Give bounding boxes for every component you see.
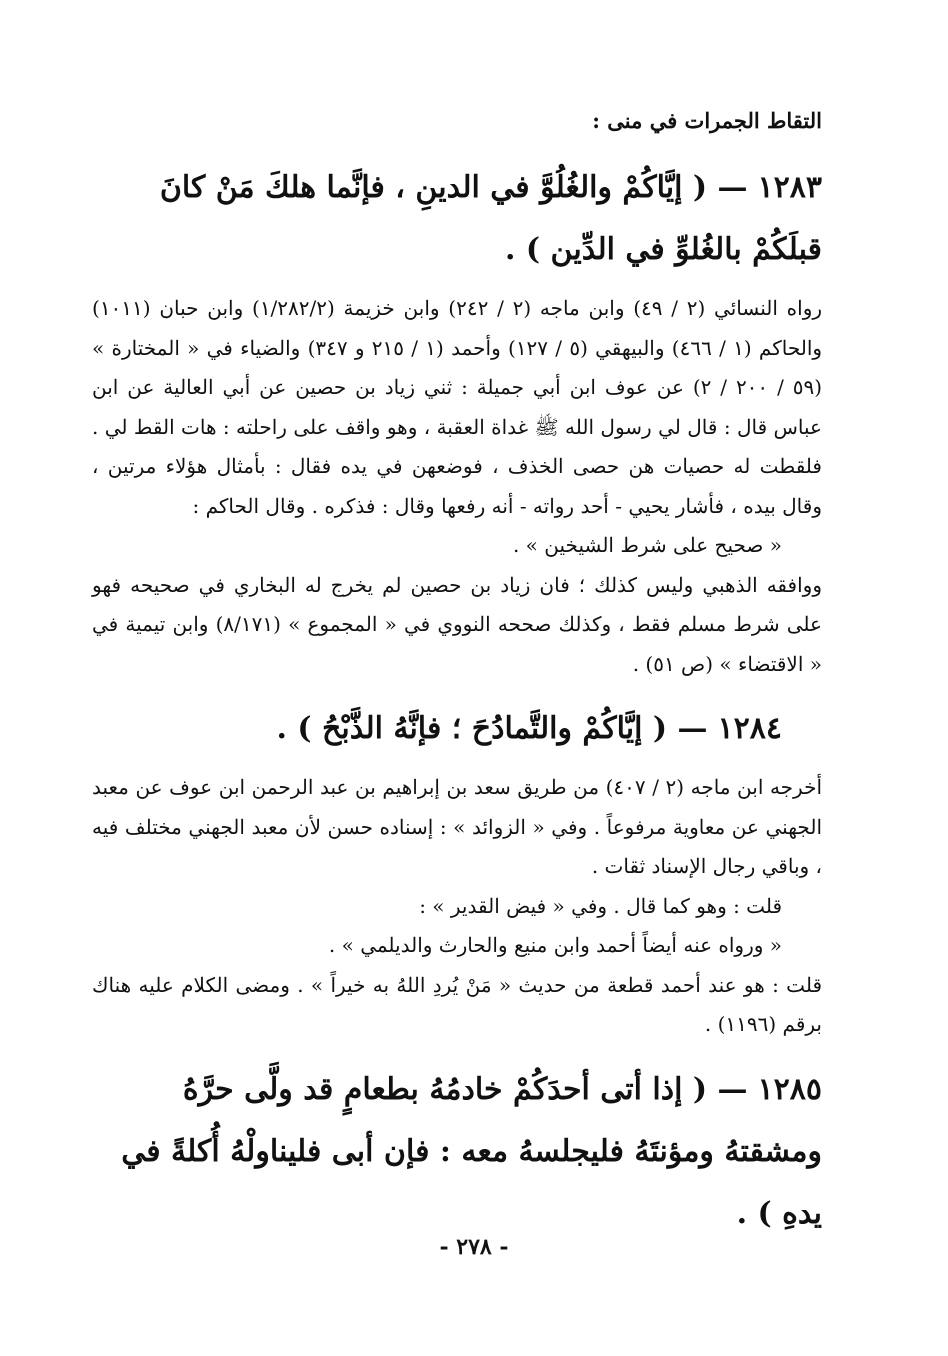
hadith-text: — ( إذا أتى أحدَكُمْ خادمُهُ بطعامٍ قد ولَّى حرَّهُ ومشقتهُ ومؤنتَهُ فليجلسهُ معه : فإن أبى فليناولْهُ أُكلةً في يدهِ ) .: [121, 1071, 822, 1231]
hadith-1284: [92, 698, 822, 760]
quotation-line: « ورواه عنه أيضاً أحمد وابن منيع والحارث والديلمي » .: [328, 933, 782, 957]
section-heading: التقاط الجمرات في منى :: [592, 108, 822, 133]
hadith-text: — ( إيَّاكُمْ والتَّمادُحَ ؛ فإنَّهُ الذَّبْحُ ) .: [276, 711, 708, 746]
hadith-number: ١٢٨٣: [757, 170, 822, 205]
hadith-number: ١٢٨٤: [717, 711, 782, 746]
quotation-line: « صحيح على شرط الشيخين » .: [512, 533, 782, 557]
takhrij-paragraph: أخرجه ابن ماجه (٢ / ٤٠٧) من طريق سعد بن إبراهيم بن عبد الرحمن ابن عوف عن معبد الجهني عن معاوية مرفوعاً . وفي « الزوائد » : إسناده حسن لأن معبد الجهني مختلف فيه ، وباقي رجال الإسناد ثقات .: [92, 775, 823, 878]
hadith-1283: [92, 157, 822, 281]
book-page: [92, 108, 822, 1245]
page-number: - ٢٧٨ -: [439, 1234, 509, 1260]
hadith-text: — ( إيَّاكُمْ والغُلُوَّ في الدينِ ، فإنَّما هلكَ مَنْ كانَ قبلَكُمْ بالغُلوِّ في الدِّين ) .: [159, 170, 822, 267]
takhrij-paragraph: ووافقه الذهبي وليس كذلك ؛ فان زياد بن حصين لم يخرج له البخاري في صحيحه فهو على شرط مسلم فقط ، وكذلك صححه النووي في « المجموع » (٨/١٧١) وابن تيمية في « الاقتضاء » (ص ٥١) .: [92, 572, 822, 676]
takhrij-paragraph: رواه النسائي (٢ / ٤٩) وابن ماجه (٢ / ٢٤٢) وابن خزيمة (١/٢٨٢/٢) وابن حبان (١٠١١) والحاكم (١ / ٤٦٦) والبيهقي (٥ / ١٢٧) وأحمد (١ / ٢١٥ و ٣٤٧) والضياء في « المختارة » (٥٩ / ٢٠٠ / ٢) عن عوف ابن أبي جميلة : ثني زياد بن حصين عن أبي العالية عن ابن عباس قال : قال لي رسول الله ﷺ غداة العقبة ، وهو واقف على راحلته : هات القط لي . فلقطت له حصيات هن حصى الخذف ، فوضعهن في يده فقال : بأمثال هؤلاء مرتين ، وقال بيده ، فأشار يحيي - أحد رواته - أنه رفعها وقال : فذكره . وقال الحاكم :: [92, 296, 823, 518]
comment-line: قلت : هو عند أحمد قطعة من حديث « مَنْ يُردِ اللهُ به خيراً » . ومضى الكلام عليه هناك برقم (١١٩٦) .: [92, 972, 822, 1036]
hadith-1285: [92, 1059, 822, 1245]
hadith-number: ١٢٨٥: [757, 1071, 822, 1107]
comment-line: قلت : وهو كما قال . وفي « فيض القدير » :: [419, 893, 782, 918]
